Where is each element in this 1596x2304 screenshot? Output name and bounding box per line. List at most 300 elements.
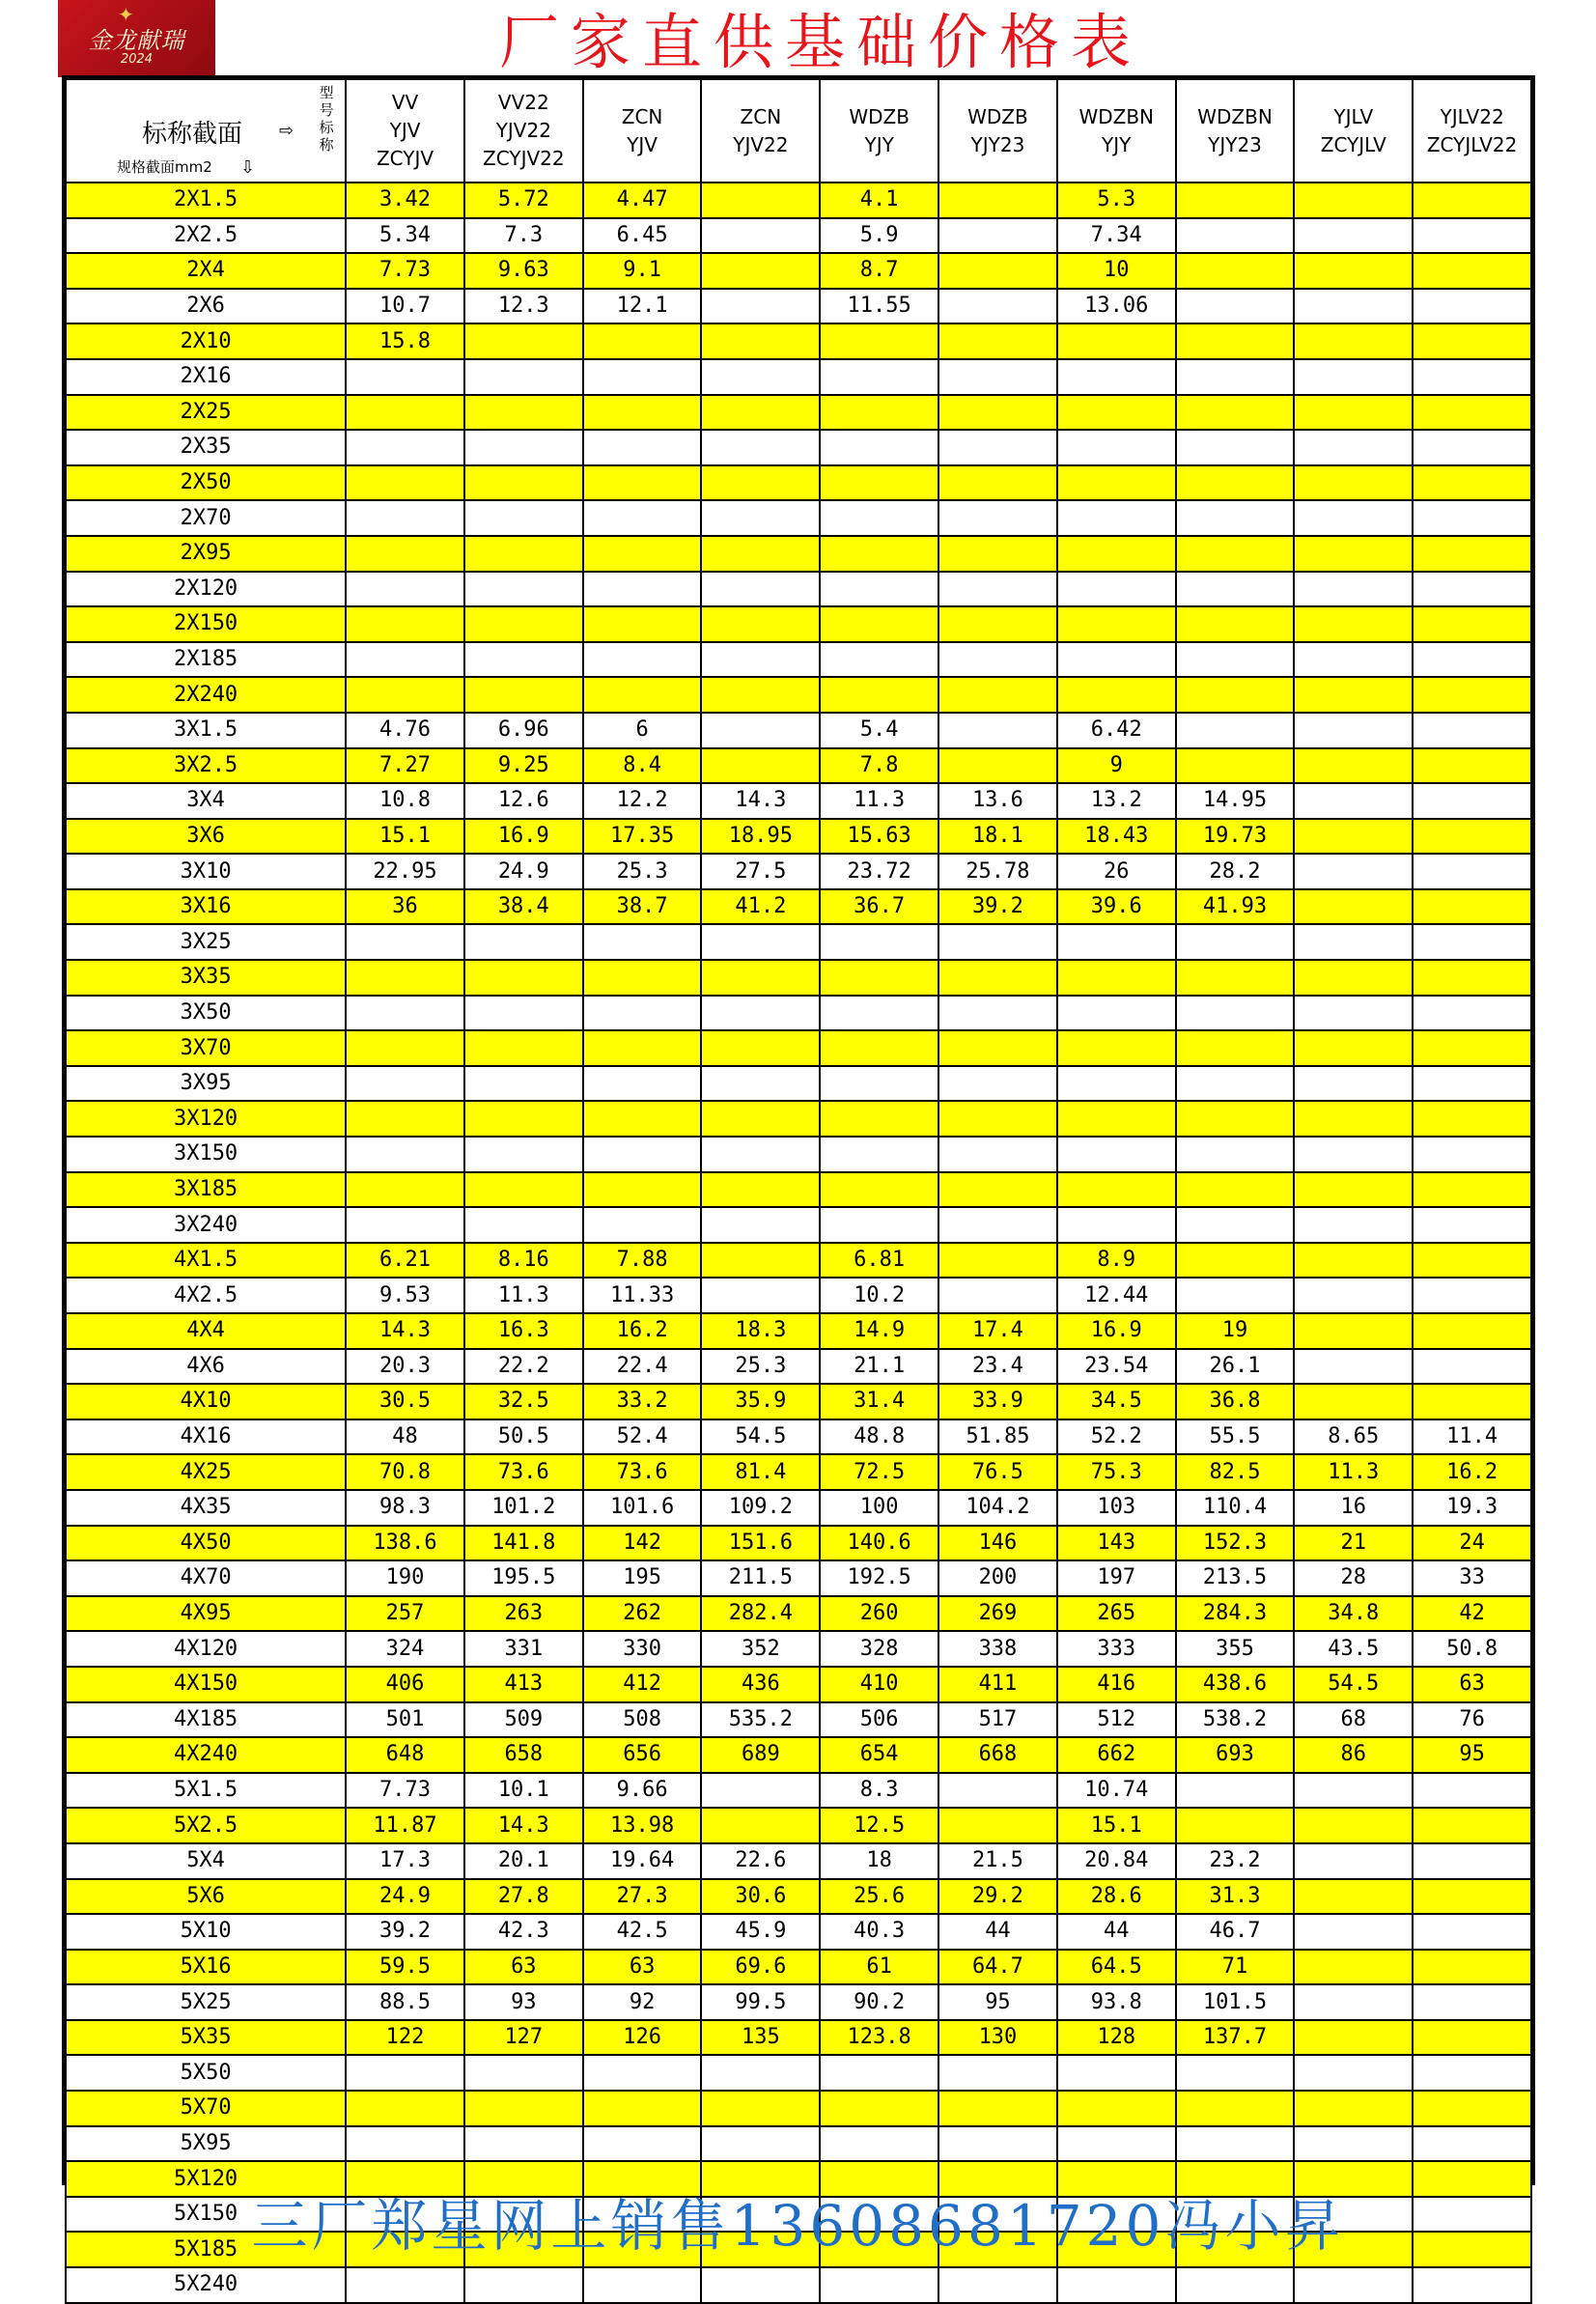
price-cell: 24.9 — [464, 854, 583, 889]
table-row — [66, 1349, 1531, 1385]
price-cell: 211.5 — [701, 1560, 820, 1596]
price-cell — [1294, 323, 1413, 359]
price-cell — [1057, 996, 1176, 1031]
spec-cell: 4X1.5 — [66, 1243, 346, 1278]
price-cell — [346, 2267, 464, 2303]
price-cell — [938, 1207, 1057, 1243]
price-cell: 22.2 — [464, 1349, 583, 1385]
price-cell — [820, 536, 938, 572]
price-cell: 412 — [583, 1667, 702, 1702]
table-row — [66, 253, 1531, 289]
spec-cell: 4X2.5 — [66, 1278, 346, 1313]
price-cell: 140.6 — [820, 1526, 938, 1561]
price-cell: 41.2 — [701, 889, 820, 925]
price-cell: 416 — [1057, 1667, 1176, 1702]
table-row — [66, 1101, 1531, 1137]
price-cell: 9.1 — [583, 253, 702, 289]
spec-cell: 5X2.5 — [66, 1808, 346, 1843]
price-cell — [1057, 536, 1176, 572]
price-cell — [346, 2055, 464, 2091]
footer-contact: 三厂郑星网上销售13608681720冯小昇 — [251, 2193, 1345, 2259]
price-cell — [1413, 430, 1531, 465]
price-cell: 138.6 — [346, 1526, 464, 1561]
price-cell — [583, 1030, 702, 1066]
price-cell — [1176, 960, 1295, 996]
price-cell — [938, 1066, 1057, 1102]
price-cell: 668 — [938, 1737, 1057, 1773]
price-cell: 54.5 — [701, 1419, 820, 1455]
price-cell — [1413, 218, 1531, 254]
price-cell — [1413, 1101, 1531, 1137]
price-cell: 654 — [820, 1737, 938, 1773]
table-row — [66, 1950, 1531, 1985]
spec-cell: 3X185 — [66, 1172, 346, 1208]
price-cell: 265 — [1057, 1596, 1176, 1632]
price-cell — [464, 996, 583, 1031]
price-cell: 192.5 — [820, 1560, 938, 1596]
price-cell — [1176, 430, 1295, 465]
price-cell — [820, 606, 938, 642]
spec-cell: 4X6 — [66, 1349, 346, 1385]
spec-cell: 2X240 — [66, 677, 346, 713]
price-cell — [1294, 783, 1413, 819]
price-cell — [346, 2091, 464, 2126]
column-header — [701, 79, 820, 183]
price-cell: 25.6 — [820, 1879, 938, 1915]
table-row — [66, 1702, 1531, 1738]
price-cell — [938, 1172, 1057, 1208]
price-cell — [1294, 465, 1413, 501]
price-cell — [820, 996, 938, 1031]
price-cell — [820, 2267, 938, 2303]
price-cell — [1294, 1313, 1413, 1349]
price-cell: 73.6 — [583, 1454, 702, 1490]
spec-cell: 2X50 — [66, 465, 346, 501]
price-cell — [1413, 1137, 1531, 1172]
price-cell — [464, 960, 583, 996]
price-cell: 36.7 — [820, 889, 938, 925]
price-cell — [1413, 748, 1531, 784]
price-cell — [701, 1066, 820, 1102]
price-cell: 6.45 — [583, 218, 702, 254]
price-cell — [1294, 1384, 1413, 1419]
price-cell: 152.3 — [1176, 1526, 1295, 1561]
table-row — [66, 1172, 1531, 1208]
price-cell — [1294, 1137, 1413, 1172]
price-cell — [1294, 1879, 1413, 1915]
price-cell — [346, 924, 464, 960]
price-cell: 32.5 — [464, 1384, 583, 1419]
price-cell: 693 — [1176, 1737, 1295, 1773]
column-header-line: YJV — [389, 119, 421, 142]
price-cell — [583, 359, 702, 395]
table-row — [66, 854, 1531, 889]
price-cell — [464, 359, 583, 395]
price-cell: 30.5 — [346, 1384, 464, 1419]
price-cell — [938, 677, 1057, 713]
price-cell: 92 — [583, 1984, 702, 2020]
price-cell — [583, 430, 702, 465]
price-cell — [701, 2267, 820, 2303]
table-body — [66, 183, 1531, 2303]
price-cell — [1294, 1843, 1413, 1879]
price-cell: 90.2 — [820, 1984, 938, 2020]
price-cell — [1176, 500, 1295, 536]
price-cell: 406 — [346, 1667, 464, 1702]
price-cell: 9.25 — [464, 748, 583, 784]
price-cell — [938, 642, 1057, 678]
price-cell: 269 — [938, 1596, 1057, 1632]
price-cell: 195 — [583, 1560, 702, 1596]
price-cell: 4.47 — [583, 183, 702, 218]
price-cell — [1176, 1030, 1295, 1066]
price-cell — [1413, 783, 1531, 819]
price-cell: 141.8 — [464, 1526, 583, 1561]
price-cell: 54.5 — [1294, 1667, 1413, 1702]
price-cell: 7.34 — [1057, 218, 1176, 254]
price-cell: 9.53 — [346, 1278, 464, 1313]
price-cell: 24.9 — [346, 1879, 464, 1915]
price-cell — [583, 1137, 702, 1172]
column-header-line: ZCYJV22 — [483, 147, 565, 170]
price-cell — [1413, 1808, 1531, 1843]
price-cell: 46.7 — [1176, 1914, 1295, 1950]
price-cell: 16.3 — [464, 1313, 583, 1349]
price-cell: 44 — [938, 1914, 1057, 1950]
price-cell: 17.4 — [938, 1313, 1057, 1349]
price-cell — [1294, 713, 1413, 748]
price-cell — [1057, 1101, 1176, 1137]
price-cell: 126 — [583, 2020, 702, 2056]
column-header-line: YJY23 — [1208, 132, 1262, 156]
price-cell — [938, 536, 1057, 572]
table-row — [66, 996, 1531, 1031]
price-cell: 10.8 — [346, 783, 464, 819]
price-cell — [1294, 889, 1413, 925]
price-cell — [701, 713, 820, 748]
price-cell — [820, 960, 938, 996]
price-cell — [701, 1207, 820, 1243]
price-cell — [1294, 1278, 1413, 1313]
price-cell: 11.3 — [464, 1278, 583, 1313]
price-cell: 11.4 — [1413, 1419, 1531, 1455]
column-header — [464, 79, 583, 183]
price-cell: 31.4 — [820, 1384, 938, 1419]
price-cell — [938, 1773, 1057, 1809]
price-cell: 88.5 — [346, 1984, 464, 2020]
price-cell — [1294, 748, 1413, 784]
price-cell — [1413, 1030, 1531, 1066]
price-cell: 197 — [1057, 1560, 1176, 1596]
spec-cell: 5X70 — [66, 2091, 346, 2126]
price-cell: 355 — [1176, 1631, 1295, 1667]
price-cell — [701, 606, 820, 642]
price-cell: 9 — [1057, 748, 1176, 784]
spec-cell: 2X150 — [66, 606, 346, 642]
price-cell — [583, 323, 702, 359]
price-cell: 410 — [820, 1667, 938, 1702]
price-cell — [1176, 1137, 1295, 1172]
column-header — [1176, 79, 1295, 183]
column-header — [938, 79, 1057, 183]
price-cell — [346, 677, 464, 713]
table-row — [66, 783, 1531, 819]
price-cell — [583, 1066, 702, 1102]
price-cell: 86 — [1294, 1737, 1413, 1773]
price-cell — [583, 924, 702, 960]
price-cell — [346, 572, 464, 607]
price-cell: 63 — [464, 1950, 583, 1985]
price-cell: 33.9 — [938, 1384, 1057, 1419]
spec-section-label: 规格截面mm2 — [117, 158, 212, 176]
price-cell — [1176, 572, 1295, 607]
price-cell — [1294, 2126, 1413, 2162]
price-cell — [701, 960, 820, 996]
price-cell — [583, 642, 702, 678]
price-cell — [346, 1101, 464, 1137]
price-cell: 8.16 — [464, 1243, 583, 1278]
price-cell: 10.1 — [464, 1773, 583, 1809]
spec-cell: 4X185 — [66, 1702, 346, 1738]
price-cell — [1294, 1950, 1413, 1985]
price-cell — [820, 2126, 938, 2162]
spec-cell: 2X185 — [66, 642, 346, 678]
table-row — [66, 1808, 1531, 1843]
table-row — [66, 183, 1531, 218]
price-cell — [938, 713, 1057, 748]
price-cell — [1176, 2267, 1295, 2303]
price-cell — [938, 500, 1057, 536]
price-cell — [1413, 1172, 1531, 1208]
price-cell — [346, 2126, 464, 2162]
price-cell — [1294, 430, 1413, 465]
price-cell: 39.6 — [1057, 889, 1176, 925]
price-cell: 42.5 — [583, 1914, 702, 1950]
price-cell: 93.8 — [1057, 1984, 1176, 2020]
price-cell — [464, 500, 583, 536]
price-cell: 195.5 — [464, 1560, 583, 1596]
price-cell — [1176, 289, 1295, 324]
price-cell — [701, 2091, 820, 2126]
price-cell: 200 — [938, 1560, 1057, 1596]
column-header-line: ZCYJV — [376, 147, 434, 170]
column-header-line: YJV22 — [495, 119, 551, 142]
spec-cell: 2X70 — [66, 500, 346, 536]
price-cell — [1057, 395, 1176, 431]
price-cell — [1413, 2126, 1531, 2162]
price-cell — [701, 1773, 820, 1809]
price-cell — [346, 1066, 464, 1102]
price-cell: 30.6 — [701, 1879, 820, 1915]
price-cell — [820, 465, 938, 501]
price-cell: 16 — [1294, 1490, 1413, 1526]
price-cell — [1294, 606, 1413, 642]
nominal-section-label: 标称截面 — [142, 120, 243, 149]
header-row — [66, 79, 1531, 183]
price-cell: 648 — [346, 1737, 464, 1773]
price-cell: 501 — [346, 1702, 464, 1738]
price-cell — [1294, 536, 1413, 572]
spec-cell: 4X4 — [66, 1313, 346, 1349]
price-cell: 26.1 — [1176, 1349, 1295, 1385]
price-cell — [701, 2055, 820, 2091]
price-cell: 42 — [1413, 1596, 1531, 1632]
price-cell — [938, 1101, 1057, 1137]
price-cell: 535.2 — [701, 1702, 820, 1738]
column-header-line: YJV22 — [733, 132, 789, 156]
price-cell — [464, 430, 583, 465]
price-cell: 33 — [1413, 1560, 1531, 1596]
price-cell: 73.6 — [464, 1454, 583, 1490]
price-cell — [1294, 924, 1413, 960]
table-row — [66, 1243, 1531, 1278]
price-cell: 98.3 — [346, 1490, 464, 1526]
price-cell — [1176, 183, 1295, 218]
price-cell — [1294, 183, 1413, 218]
price-cell: 656 — [583, 1737, 702, 1773]
price-cell: 213.5 — [1176, 1560, 1295, 1596]
price-cell — [1413, 183, 1531, 218]
table-row — [66, 1490, 1531, 1526]
table-row — [66, 289, 1531, 324]
price-cell: 71 — [1176, 1950, 1295, 1985]
table-row — [66, 1560, 1531, 1596]
price-cell — [1294, 395, 1413, 431]
price-cell — [1176, 1773, 1295, 1809]
price-cell — [938, 2126, 1057, 2162]
price-cell — [583, 465, 702, 501]
price-cell: 48.8 — [820, 1419, 938, 1455]
price-cell — [820, 1101, 938, 1137]
table-row — [66, 465, 1531, 501]
price-cell — [1294, 1349, 1413, 1385]
price-cell: 7.8 — [820, 748, 938, 784]
price-cell: 28 — [1294, 1560, 1413, 1596]
price-cell: 12.44 — [1057, 1278, 1176, 1313]
price-cell — [820, 642, 938, 678]
price-cell: 20.3 — [346, 1349, 464, 1385]
price-cell: 10 — [1057, 253, 1176, 289]
price-cell: 25.3 — [583, 854, 702, 889]
price-cell: 23.54 — [1057, 1349, 1176, 1385]
price-cell — [1413, 1313, 1531, 1349]
price-cell: 9.66 — [583, 1773, 702, 1809]
price-cell — [1413, 996, 1531, 1031]
price-cell: 59.5 — [346, 1950, 464, 1985]
column-header-line: WDZB — [849, 104, 910, 128]
price-cell — [938, 1278, 1057, 1313]
price-cell — [583, 996, 702, 1031]
price-cell: 110.4 — [1176, 1490, 1295, 1526]
price-cell — [1294, 854, 1413, 889]
price-cell: 7.3 — [464, 218, 583, 254]
price-cell: 352 — [701, 1631, 820, 1667]
price-cell — [701, 1030, 820, 1066]
price-cell — [938, 218, 1057, 254]
price-cell: 16.9 — [1057, 1313, 1176, 1349]
table-row — [66, 359, 1531, 395]
price-cell: 39.2 — [938, 889, 1057, 925]
price-cell — [1176, 1101, 1295, 1137]
price-cell: 411 — [938, 1667, 1057, 1702]
price-cell — [1057, 1172, 1176, 1208]
price-cell: 34.8 — [1294, 1596, 1413, 1632]
page-title: 厂家直供基础价格表 — [498, 7, 1142, 77]
price-cell — [464, 924, 583, 960]
price-cell: 263 — [464, 1596, 583, 1632]
table-row — [66, 2020, 1531, 2056]
price-cell: 12.1 — [583, 289, 702, 324]
price-cell — [1294, 2020, 1413, 2056]
column-header-line: WDZBN — [1078, 104, 1154, 128]
price-cell — [820, 1030, 938, 1066]
spec-cell: 3X10 — [66, 854, 346, 889]
price-cell — [1413, 819, 1531, 855]
spec-cell: 4X70 — [66, 1560, 346, 1596]
price-cell — [346, 430, 464, 465]
spec-cell: 3X50 — [66, 996, 346, 1031]
price-cell: 19.73 — [1176, 819, 1295, 855]
price-cell: 16.2 — [1413, 1454, 1531, 1490]
column-header-line: YJLV — [1333, 104, 1374, 128]
price-cell — [938, 1030, 1057, 1066]
price-cell — [464, 677, 583, 713]
price-cell — [1413, 1843, 1531, 1879]
price-cell — [1413, 395, 1531, 431]
price-cell — [1413, 359, 1531, 395]
price-cell — [464, 2126, 583, 2162]
price-cell — [1294, 819, 1413, 855]
price-cell — [1413, 960, 1531, 996]
price-cell — [938, 253, 1057, 289]
header-corner-cell — [66, 79, 346, 183]
price-cell: 38.7 — [583, 889, 702, 925]
price-cell: 7.73 — [346, 1773, 464, 1809]
price-cell: 15.63 — [820, 819, 938, 855]
price-cell — [1413, 677, 1531, 713]
price-cell — [1057, 359, 1176, 395]
price-cell — [938, 289, 1057, 324]
spec-cell: 5X4 — [66, 1843, 346, 1879]
spec-cell: 5X185 — [66, 2232, 346, 2267]
price-cell — [938, 2091, 1057, 2126]
price-cell — [1057, 606, 1176, 642]
price-cell: 11.3 — [820, 783, 938, 819]
price-cell — [1413, 465, 1531, 501]
price-cell: 109.2 — [701, 1490, 820, 1526]
table-row — [66, 1984, 1531, 2020]
price-cell — [1176, 2126, 1295, 2162]
price-cell — [346, 359, 464, 395]
price-cell — [938, 2055, 1057, 2091]
price-cell — [1294, 1172, 1413, 1208]
table-row — [66, 1843, 1531, 1879]
price-cell: 8.4 — [583, 748, 702, 784]
price-cell — [1294, 2055, 1413, 2091]
price-cell: 509 — [464, 1702, 583, 1738]
price-cell — [701, 1243, 820, 1278]
price-cell: 52.2 — [1057, 1419, 1176, 1455]
price-cell — [1176, 996, 1295, 1031]
spec-cell: 5X50 — [66, 2055, 346, 2091]
arrow-down-icon: ⇩ — [240, 157, 256, 178]
price-cell: 23.2 — [1176, 1843, 1295, 1879]
price-cell: 10.7 — [346, 289, 464, 324]
price-cell — [820, 1207, 938, 1243]
price-cell — [583, 1101, 702, 1137]
table-row — [66, 889, 1531, 925]
table-row — [66, 2055, 1531, 2091]
